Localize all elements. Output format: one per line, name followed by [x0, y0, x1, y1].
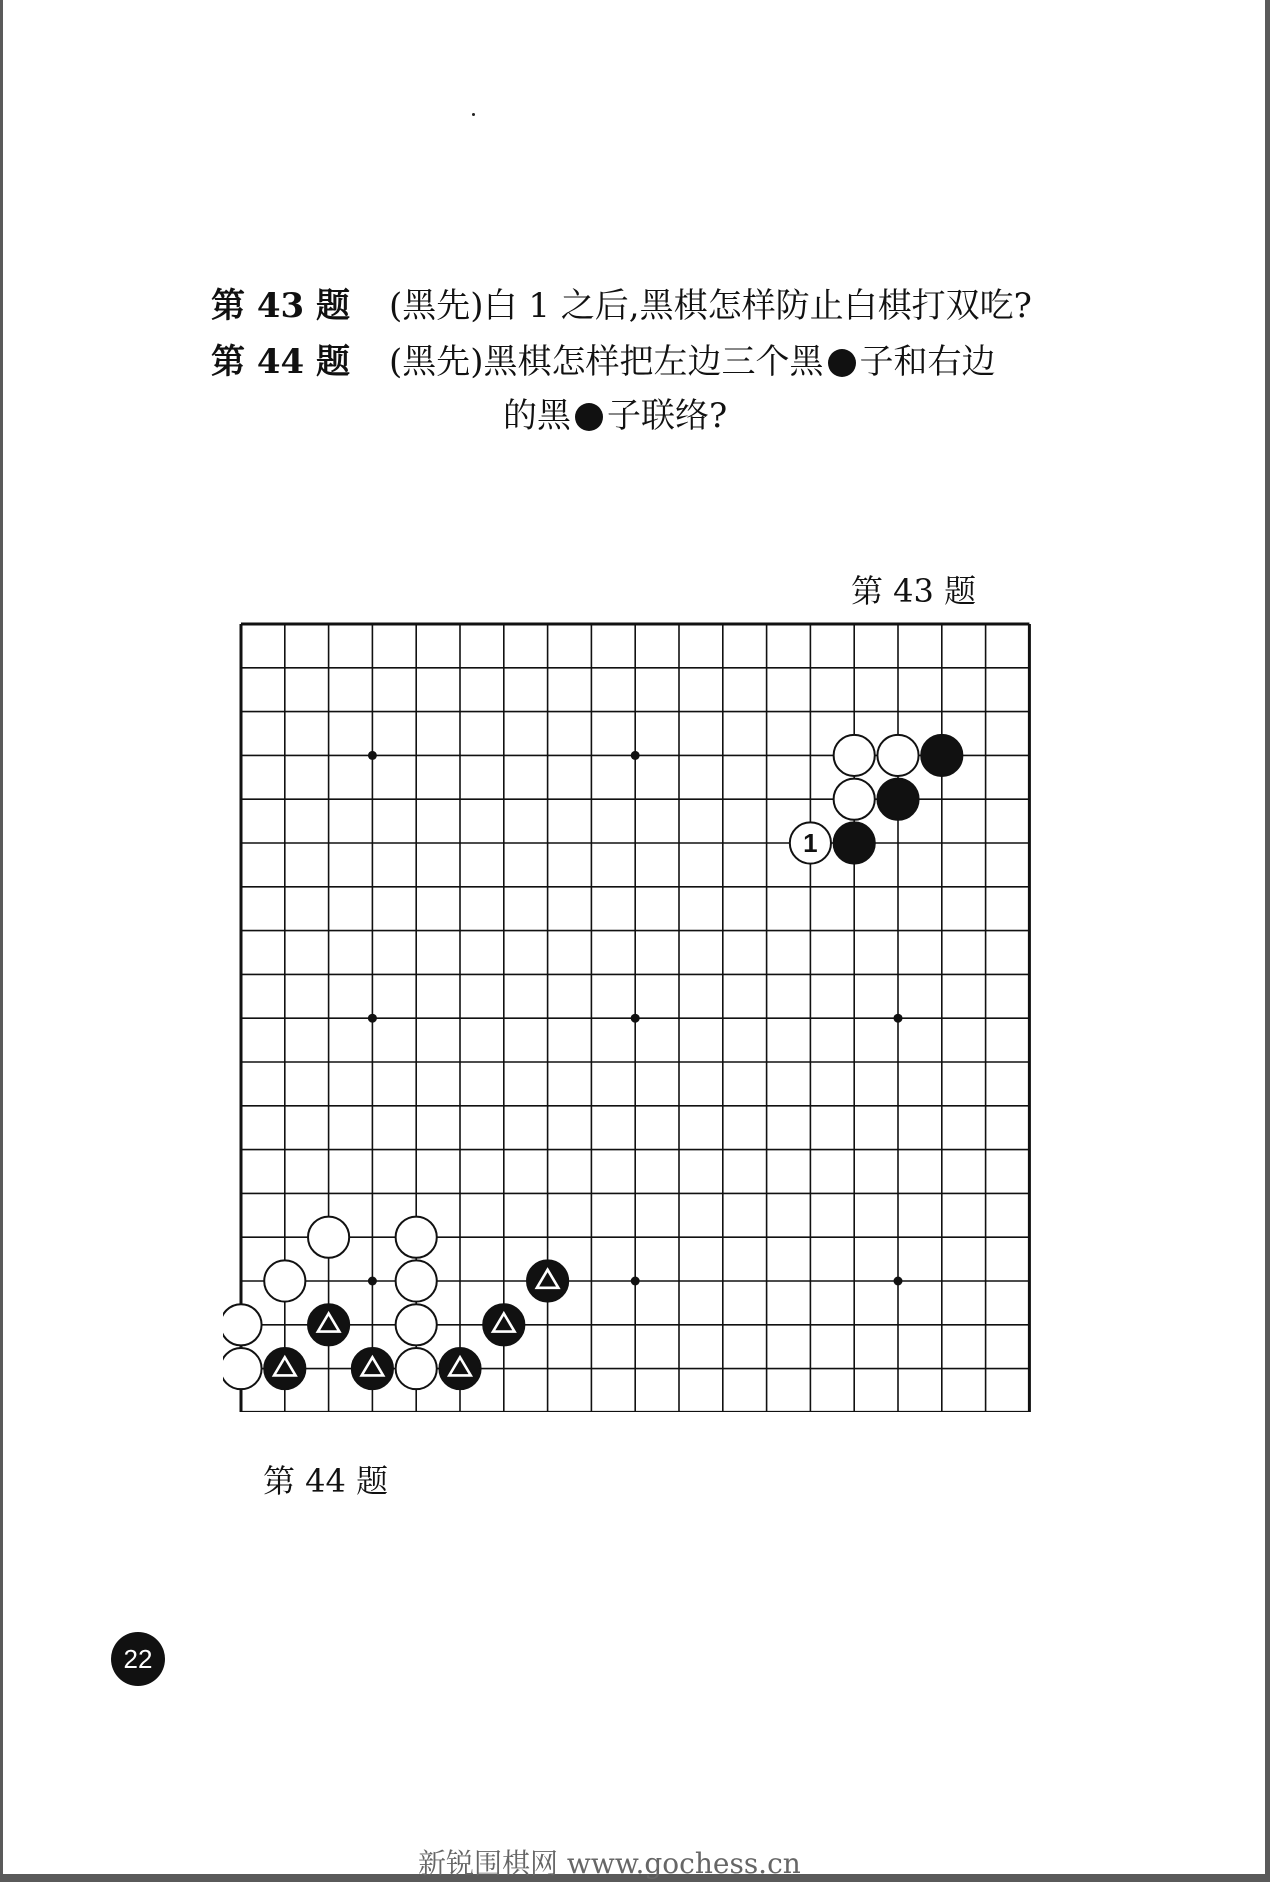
problem-44-label: 第 44 题	[211, 342, 350, 382]
white-stone	[264, 1260, 305, 1301]
black-stone	[877, 779, 918, 820]
black-stone	[308, 1304, 349, 1345]
black-stone	[834, 822, 875, 863]
star-point	[631, 1277, 640, 1286]
star-point	[368, 1014, 377, 1023]
star-point	[894, 1277, 903, 1286]
problem-44-line2	[503, 388, 727, 437]
problem-44-text-b: 子和右边	[859, 342, 996, 382]
watermark: 新锐围棋网 www.gochess.cn	[418, 1847, 801, 1880]
diagram-label-44: 第 44 题	[263, 1462, 389, 1500]
black-stone	[439, 1348, 480, 1389]
problem-44-text-line1	[389, 334, 996, 383]
white-stone	[223, 1304, 262, 1345]
print-speck	[472, 113, 475, 116]
black-stone	[527, 1260, 568, 1301]
white-stone	[308, 1217, 349, 1258]
diagram-label-43: 第 43 题	[851, 572, 977, 610]
problem-44-text-d: 子联络?	[607, 396, 728, 436]
stone-number-label: 1	[803, 828, 818, 858]
white-stone	[396, 1217, 437, 1258]
star-point	[631, 751, 640, 760]
problem-43-text: (黑先)白 1 之后,黑棋怎样防止白棋打双吃?	[389, 286, 1032, 326]
star-point	[368, 751, 377, 760]
white-stone	[223, 1348, 262, 1389]
white-stone	[396, 1304, 437, 1345]
black-stone	[483, 1304, 524, 1345]
white-stone	[877, 735, 918, 776]
white-stone	[834, 735, 875, 776]
white-stone	[396, 1348, 437, 1389]
book-page	[3, 0, 1265, 1874]
star-point	[631, 1014, 640, 1023]
problem-44-text-a: (黑先)黑棋怎样把左边三个黑	[389, 342, 824, 382]
black-stone-icon	[575, 403, 603, 431]
star-point	[368, 1277, 377, 1286]
page-number: 22	[111, 1632, 165, 1686]
problem-44-text-c: 的黑	[503, 396, 571, 436]
white-stone	[834, 779, 875, 820]
go-board	[223, 612, 1043, 1412]
black-stone	[921, 735, 962, 776]
problem-43-label: 第 43 题	[211, 286, 350, 326]
black-stone-icon	[828, 349, 856, 377]
black-stone	[264, 1348, 305, 1389]
star-point	[894, 1014, 903, 1023]
white-stone	[396, 1260, 437, 1301]
black-stone	[352, 1348, 393, 1389]
